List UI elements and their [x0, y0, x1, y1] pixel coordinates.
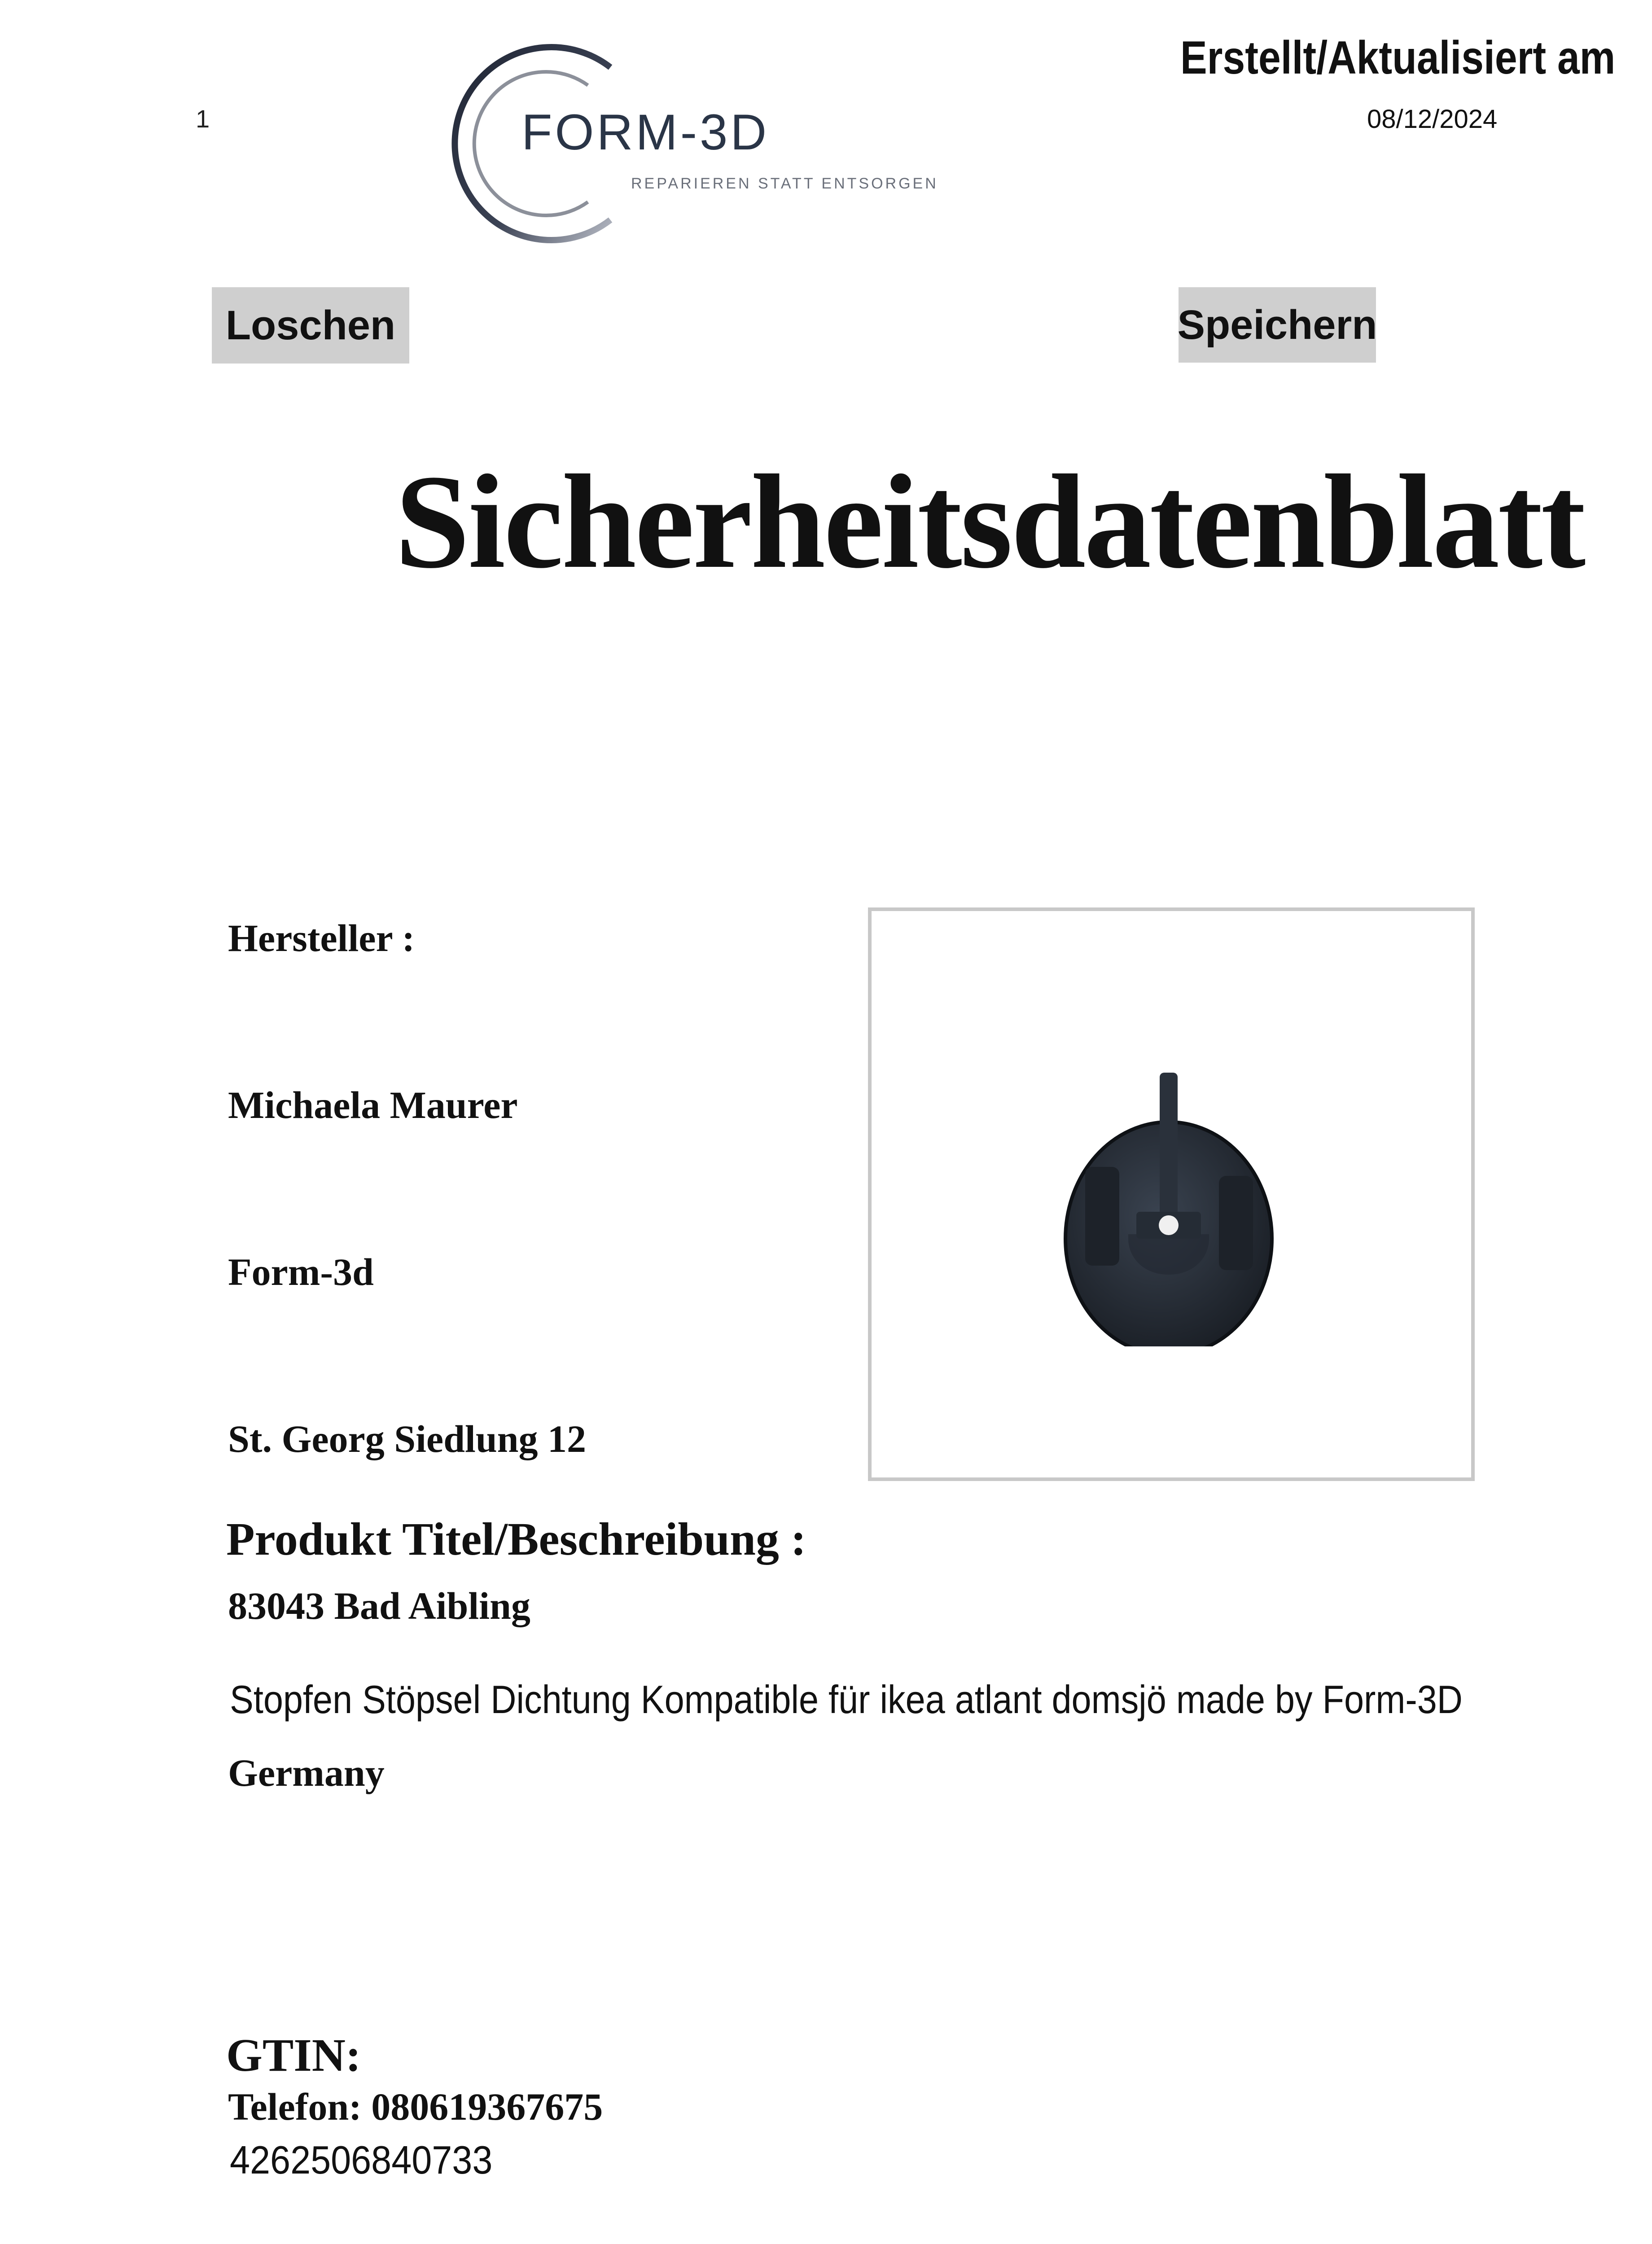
- manufacturer-heading: Hersteller :: [228, 916, 415, 960]
- product-description: Stopfen Stöpsel Dichtung Kompatible für ikea atlant domsjö made by Form-3D: [230, 1677, 1463, 1722]
- manufacturer-phone: Telefon: 080619367675: [228, 2085, 603, 2128]
- updated-date: 08/12/2024: [1367, 105, 1498, 134]
- product-title-heading: Produkt Titel/Beschreibung :: [226, 1513, 806, 1565]
- page-number: 1: [196, 105, 210, 133]
- logo-brand: FORM-3D: [521, 104, 770, 160]
- product-photo-icon: [1042, 1068, 1293, 1346]
- updated-label: Erstellt/Aktualisiert am: [1180, 32, 1616, 84]
- manufacturer-name: Michaela Maurer: [228, 1083, 518, 1126]
- save-button[interactable]: [1179, 287, 1376, 363]
- save-button-label: Speichern: [1177, 302, 1377, 348]
- delete-button[interactable]: [212, 287, 409, 364]
- manufacturer-country: Germany: [228, 1751, 385, 1794]
- product-image-box: [868, 907, 1475, 1481]
- gtin-heading: GTIN:: [226, 2029, 361, 2081]
- manufacturer-city: 83043 Bad Aibling: [228, 1584, 530, 1627]
- delete-button-label: Loschen: [225, 302, 396, 348]
- page-title: Sicherheitsdatenblatt: [395, 447, 1584, 596]
- gtin-value: 4262506840733: [230, 2138, 493, 2182]
- logo-tagline: REPARIEREN STATT ENTSORGEN: [631, 175, 938, 192]
- manufacturer-company: Form-3d: [228, 1250, 374, 1293]
- manufacturer-street: St. Georg Siedlung 12: [228, 1417, 586, 1460]
- brand-logo: [417, 40, 956, 247]
